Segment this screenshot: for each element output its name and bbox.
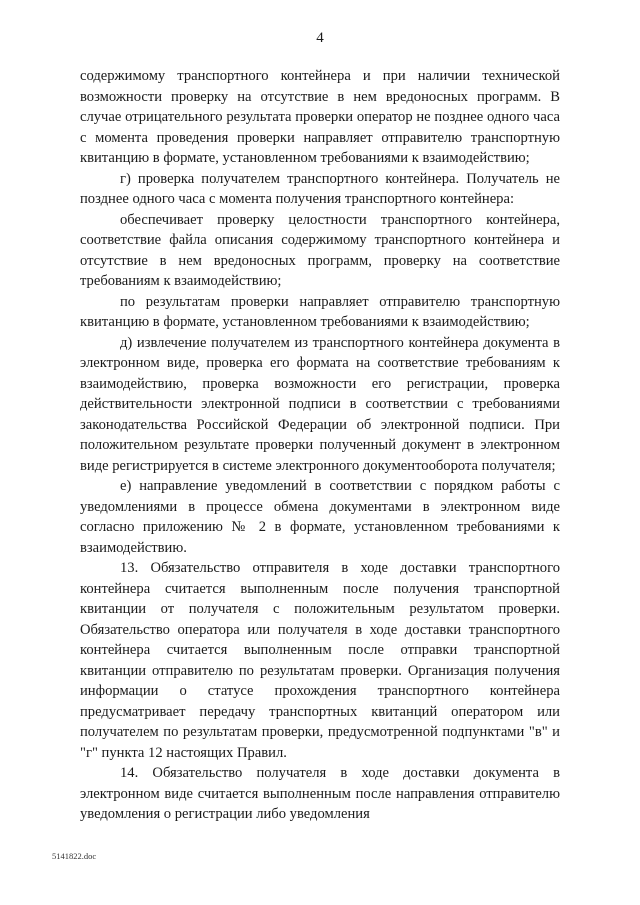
paragraph-receipt-send: по результатам проверки направляет отправителю транспортную квитанцию в формате, установленном требованиями к взаимодействию; xyxy=(80,293,560,330)
footer-filename: 5141822.doc xyxy=(52,851,97,861)
paragraph-subitem-e: е) направление уведомлений в соответствии с порядком работы с уведомлениями в процессе обмена документами в электронном виде согласно приложению № 2 в формате, установленном требованиями к взаимодействию. xyxy=(80,478,560,556)
paragraph-continuation: содержимому транспортного контейнера и при наличии технической возможности проверку на отсутствие в нем вредоносных программ. В случае отрицательного результата проверки оператор не позднее одного часа с момента проведения проверки направляет отправителю транспортную квитанцию в формате, установленном требованиями к взаимодействию; xyxy=(80,68,560,166)
paragraph-subitem-g: г) проверка получателем транспортного контейнера. Получатель не позднее одного часа с момента получения транспортного контейнера: xyxy=(80,170,560,207)
paragraph-item-13: 13. Обязательство отправителя в ходе доставки транспортного контейнера считается выполненным после получения транспортной квитанции от получателя с положительным результатом проверки. Обязательство оператора или получателя в ходе доставки транспортного контейнера считается выполненным после отправки транспортной квитанции отправителю по результатам проверки. Организация получения информации о статусе прохождения транспортного контейнера предусматривает передачу транспортных квитанций оператором или получателем по результатам проверки, предусмотренной подпунктами "в" и "г" пункта 12 настоящих Правил. xyxy=(80,560,560,761)
document-body xyxy=(80,66,560,825)
page-number: 4 xyxy=(316,30,324,46)
paragraph-item-14: 14. Обязательство получателя в ходе доставки документа в электронном виде считается выполненным после направления отправителю уведомления о регистрации либо уведомления xyxy=(80,765,560,822)
paragraph-subitem-d: д) извлечение получателем из транспортного контейнера документа в электронном виде, проверка его формата на соответствие требованиям к взаимодействию, проверка возможности его регистрации, проверка действительности электронной подписи в соответствии с требованиями законодательства Российской Федерации об электронной подписи. При положительном результате проверки полученный документ в электронном виде регистрируется в системе электронного документооборота получателя; xyxy=(80,334,560,474)
paragraph-integrity-check: обеспечивает проверку целостности транспортного контейнера, соответствие файла описания содержимому транспортного контейнера и отсутствие в нем вредоносных программ, проверку на соответствие требованиям к взаимодействию; xyxy=(80,211,560,289)
